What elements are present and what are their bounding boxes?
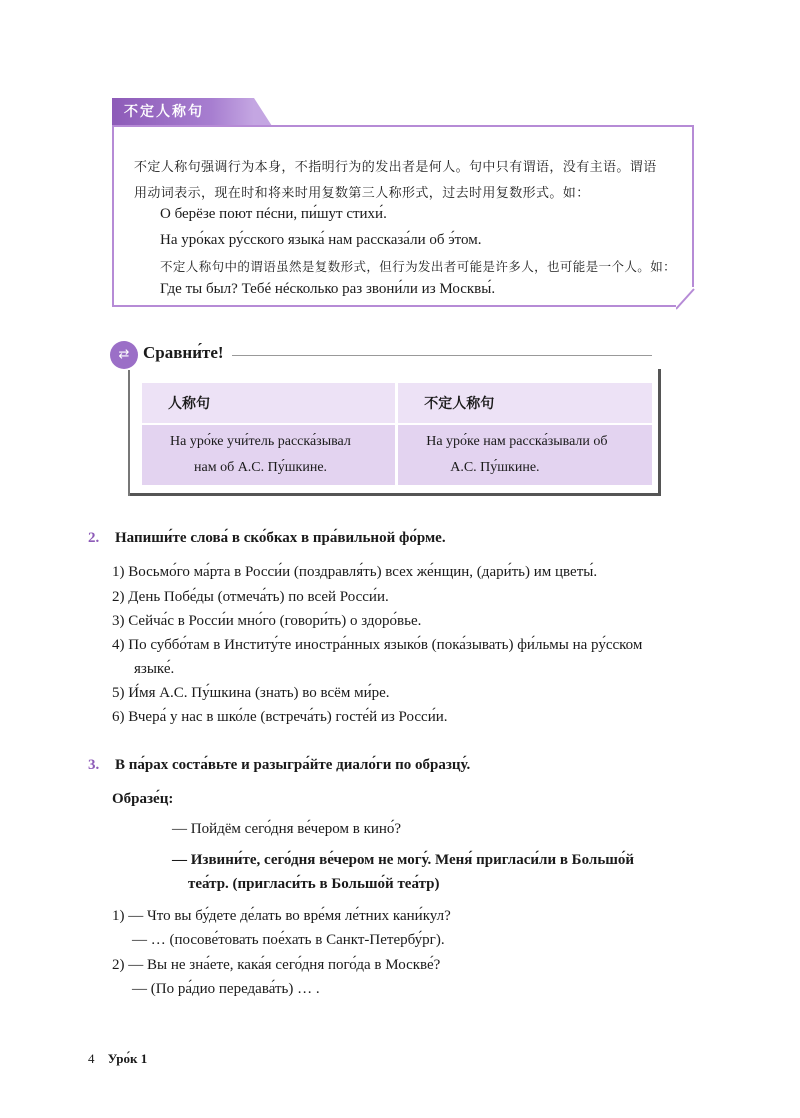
compare-cell-indefinite xyxy=(397,424,652,485)
grammar-example-3: Где ты был? Тебé нéсколько раз звони́ли из Москвы́. xyxy=(160,281,496,297)
exercise-3-item: — (По ра́дио передава́ть) … . xyxy=(132,981,320,997)
sample-answer-line-2: теа́тр. (пригласи́ть в Большо́й теа́тр) xyxy=(188,876,440,892)
compare-icon: ⇄ xyxy=(110,341,138,369)
grammar-line-2: 用动词表示，现在时和将来时用复数第三人称形式，过去时用复数形式。如： xyxy=(134,186,590,201)
exercise-2-item: 6) Вчера́ у нас в шко́ле (встреча́ть) госте́й из Росси́и. xyxy=(112,709,448,725)
compare-cell-text: А.С. Пу́шкине. xyxy=(450,460,540,475)
exercise-2-item: 2) День Побе́ды (отмеча́ть) по всей Росси́и. xyxy=(112,589,389,605)
exercise-2-item: 3) Сейча́с в Росси́и мно́го (говори́ть) о здоро́вье. xyxy=(112,613,422,629)
compare-header-personal: 人称句 xyxy=(142,383,397,424)
grammar-line-3: 不定人称句中的谓语虽然是复数形式，但行为发出者可能是许多人，也可能是一个人。如： xyxy=(160,259,677,274)
sample-answer-line-1: — Извини́те, сего́дня ве́чером не могу́. Меня́ пригласи́ли в Большо́й xyxy=(172,852,635,868)
compare-table xyxy=(142,383,652,485)
exercise-3-item: 2) — Вы не зна́ете, кака́я сего́дня пого́да в Москве́? xyxy=(112,957,441,973)
exercise-2-heading xyxy=(88,530,446,547)
compare-cell-text: На уро́ке учи́тель расска́зывал xyxy=(170,434,351,449)
sample-question: — Пойдём сего́дня ве́чером в кино́? xyxy=(172,821,402,837)
compare-cell-text: нам об А.С. Пу́шкине. xyxy=(194,460,328,475)
exercise-title: В па́рах соста́вьте и разыгра́йте диало́ги по образцу́. xyxy=(115,757,471,773)
exercise-3-heading xyxy=(88,757,470,774)
grammar-line-1: 不定人称句强调行为本身，不指明行为的发出者是何人。句中只有谓语，没有主语。谓语 xyxy=(134,160,657,175)
exercise-2-item: 5) И́мя А.С. Пу́шкина (знать) во всём ми́ре. xyxy=(112,685,390,701)
grammar-example-1: О берёзе поют пéсни, пи́шут стихи́. xyxy=(160,206,387,222)
grammar-box-corner xyxy=(676,287,700,311)
exercise-3-item: — … (посове́товать пое́хать в Санкт-Петербу́рг). xyxy=(132,932,445,948)
compare-cell-personal xyxy=(142,424,397,485)
exercise-2-item-cont: языке́. xyxy=(134,661,175,677)
grammar-tab: 不定人称句 xyxy=(112,98,254,126)
lesson-label: Уро́к 1 xyxy=(107,1051,148,1066)
exercise-number: 3. xyxy=(88,757,100,773)
exercise-2-item: 4) По суббо́там в Институ́те иностра́нных языко́в (пока́зывать) фи́льмы на ру́сском xyxy=(112,637,643,653)
compare-header-indefinite: 不定人称句 xyxy=(397,383,652,424)
sample-label: Образе́ц: xyxy=(112,791,174,807)
exercise-3-item: 1) — Что вы бу́дете де́лать во вре́мя ле́тних кани́кул? xyxy=(112,908,451,924)
compare-title: Сравни́те! xyxy=(143,343,224,362)
exercise-title: Напиши́те слова́ в ско́бках в пра́вильной фо́рме. xyxy=(115,530,446,546)
page-number: 4 xyxy=(88,1051,95,1066)
exercise-2-item: 1) Восьмо́го ма́рта в Росси́и (поздравля́ть) всех же́нщин, (дари́ть) им цветы́. xyxy=(112,564,598,580)
compare-cell-text: На уро́ке нам расска́зывали об xyxy=(426,434,608,449)
compare-divider xyxy=(232,355,652,356)
grammar-example-2: На уро́ках ру́сского языка́ нам рассказа́ли об э́том. xyxy=(160,232,482,248)
exercise-number: 2. xyxy=(88,530,100,546)
page-footer xyxy=(88,1051,147,1067)
